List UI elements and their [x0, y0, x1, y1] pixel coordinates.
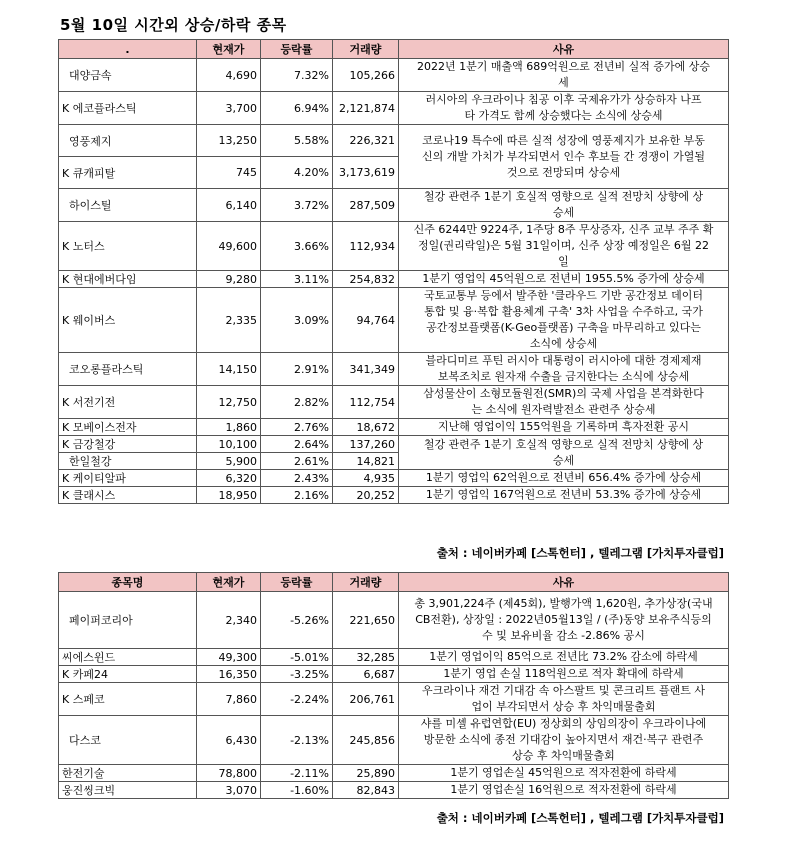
stock-name: K 클래시스 [59, 487, 197, 504]
change-rate-cell: -2.24% [261, 683, 333, 716]
change-rate-cell: -3.25% [261, 666, 333, 683]
table-row [59, 59, 729, 92]
stock-name: 한일철강 [59, 453, 197, 470]
table-row [59, 436, 729, 453]
reason-cell: 총 3,901,224주 (제45회), 발행가액 1,620원, 추가상장(국내 CB전환), 상장일 : 2022년05월13일 / (주)동양 보유주식등의 수 및 보유비율 감소 -2.86% 공시 [399, 592, 729, 649]
price-cell: 6,320 [197, 470, 261, 487]
reason-cell: 철강 관련주 1분기 호실적 영향으로 실적 전망치 상향에 상 승세 [399, 436, 729, 470]
volume-cell: 6,687 [333, 666, 399, 683]
page-title: 5월 10일 시간외 상승/하락 종목 [60, 16, 287, 34]
volume-cell: 105,266 [333, 59, 399, 92]
price-cell: 12,750 [197, 386, 261, 419]
volume-cell: 206,761 [333, 683, 399, 716]
volume-cell: 18,672 [333, 419, 399, 436]
stock-name: 페이퍼코리아 [59, 592, 197, 649]
volume-cell: 14,821 [333, 453, 399, 470]
reason-cell: 삼성물산이 소형모듈원전(SMR)의 국제 사업을 본격화한다 는 소식에 원자력발전소 관련주 상승세 [399, 386, 729, 419]
reason-cell: 2022년 1분기 매출액 689억원으로 전년비 실적 증가에 상승 세 [399, 59, 729, 92]
reason-cell: 코로나19 특수에 따른 실적 성장에 영풍제지가 보유한 부동 신의 개발 가치가 부각되면서 인수 후보들 간 경쟁이 가열될 것으로 전망되며 상승세 [399, 125, 729, 189]
reason-cell: 1분기 영업익 45억원으로 전년비 1955.5% 증가에 상승세 [399, 271, 729, 288]
table-row [59, 470, 729, 487]
volume-cell: 221,650 [333, 592, 399, 649]
change-rate-cell: 2.76% [261, 419, 333, 436]
source-note: 출처 : 네이버카페 [스톡헌터] , 텔레그램 [가치투자클럽] [436, 546, 724, 560]
reason-cell: 1분기 영업 손실 118억원으로 적자 확대에 하락세 [399, 666, 729, 683]
stock-name: 씨에스윈드 [59, 649, 197, 666]
price-cell: 2,340 [197, 592, 261, 649]
price-cell: 6,430 [197, 716, 261, 765]
change-rate-cell: 5.58% [261, 125, 333, 157]
price-cell: 4,690 [197, 59, 261, 92]
reason-cell: 지난해 영업이익 155억원을 기록하며 흑자전환 공시 [399, 419, 729, 436]
table-row [59, 222, 729, 271]
stock-name: 대양금속 [59, 59, 197, 92]
source-note: 출처 : 네이버카페 [스톡헌터] , 텔레그램 [가치투자클럽] [436, 811, 724, 825]
col-price-header: 현재가 [197, 573, 261, 592]
change-rate-cell: 4.20% [261, 157, 333, 189]
price-cell: 13,250 [197, 125, 261, 157]
change-rate-cell: 2.91% [261, 353, 333, 386]
price-cell: 49,300 [197, 649, 261, 666]
volume-cell: 3,173,619 [333, 157, 399, 189]
reason-cell: 우크라이나 재건 기대감 속 아스팔트 및 콘크리트 플랜트 사 업이 부각되면서 상승 후 차익매물출회 [399, 683, 729, 716]
change-rate-cell: 2.82% [261, 386, 333, 419]
change-rate-cell: -5.01% [261, 649, 333, 666]
volume-cell: 137,260 [333, 436, 399, 453]
col-rate-header: 등락률 [261, 40, 333, 59]
table-row [59, 271, 729, 288]
change-rate-cell: 2.61% [261, 453, 333, 470]
table-row [59, 666, 729, 683]
table-row [59, 125, 729, 157]
price-cell: 49,600 [197, 222, 261, 271]
price-cell: 9,280 [197, 271, 261, 288]
table-row [59, 782, 729, 799]
stock-name: 하이스틸 [59, 189, 197, 222]
change-rate-cell: 3.11% [261, 271, 333, 288]
reason-cell: 1분기 영업익 62억원으로 전년비 656.4% 증가에 상승세 [399, 470, 729, 487]
reason-cell: 샤를 미셸 유럽연합(EU) 정상회의 상임의장이 우크라이나에 방문한 소식에 종전 기대감이 높아지면서 재건·복구 관련주 상승 후 차익매물출회 [399, 716, 729, 765]
table-row [59, 288, 729, 353]
col-price-header: 현재가 [197, 40, 261, 59]
stock-name: K 금강철강 [59, 436, 197, 453]
col-reason-header: 사유 [399, 40, 729, 59]
change-rate-cell: 7.32% [261, 59, 333, 92]
volume-cell: 341,349 [333, 353, 399, 386]
change-rate-cell: -2.13% [261, 716, 333, 765]
volume-cell: 2,121,874 [333, 92, 399, 125]
header-row [59, 40, 729, 59]
stock-name: K 케이티알파 [59, 470, 197, 487]
table-row [59, 189, 729, 222]
change-rate-cell: -1.60% [261, 782, 333, 799]
header-row [59, 573, 729, 592]
price-cell: 18,950 [197, 487, 261, 504]
stock-name: K 노터스 [59, 222, 197, 271]
table-row [59, 683, 729, 716]
volume-cell: 82,843 [333, 782, 399, 799]
reason-cell: 신주 6244만 9224주, 1주당 8주 무상증자, 신주 교부 주주 확 정일(권리락일)은 5월 31일이며, 신주 상장 예정일은 6월 22 일 [399, 222, 729, 271]
volume-cell: 32,285 [333, 649, 399, 666]
price-cell: 10,100 [197, 436, 261, 453]
reason-cell: 국토교통부 등에서 발주한 '클라우드 기반 공간정보 데이터 통합 및 융·복합 활용체계 구축' 3차 사업을 수주하고, 국가 공간정보플랫폼(K-Geo플랫폼) 구축을 마무리하고 있다는 소식에 상승세 [399, 288, 729, 353]
table-row [59, 487, 729, 504]
volume-cell: 245,856 [333, 716, 399, 765]
col-volume-header: 거래량 [333, 40, 399, 59]
price-cell: 6,140 [197, 189, 261, 222]
table-row [59, 353, 729, 386]
change-rate-cell: 3.66% [261, 222, 333, 271]
volume-cell: 254,832 [333, 271, 399, 288]
table-row [59, 92, 729, 125]
stock-name: K 현대에버다임 [59, 271, 197, 288]
stock-name: 웅진씽크빅 [59, 782, 197, 799]
price-cell: 3,070 [197, 782, 261, 799]
volume-cell: 4,935 [333, 470, 399, 487]
reason-cell: 1분기 영업이익 85억으로 전년比 73.2% 감소에 하락세 [399, 649, 729, 666]
price-cell: 7,860 [197, 683, 261, 716]
col-name-header: 종목명 [59, 573, 197, 592]
change-rate-cell: 2.64% [261, 436, 333, 453]
price-cell: 78,800 [197, 765, 261, 782]
volume-cell: 226,321 [333, 125, 399, 157]
change-rate-cell: -2.11% [261, 765, 333, 782]
price-cell: 3,700 [197, 92, 261, 125]
volume-cell: 94,764 [333, 288, 399, 353]
stock-name: 다스코 [59, 716, 197, 765]
stock-name: 영풍제지 [59, 125, 197, 157]
fall-table [58, 572, 729, 799]
price-cell: 2,335 [197, 288, 261, 353]
stock-name: 코오롱플라스틱 [59, 353, 197, 386]
table-row [59, 419, 729, 436]
reason-cell: 러시아의 우크라이나 침공 이후 국제유가가 상승하자 나프 타 가격도 함께 상승했다는 소식에 상승세 [399, 92, 729, 125]
stock-name: K 큐캐피탈 [59, 157, 197, 189]
change-rate-cell: 3.72% [261, 189, 333, 222]
volume-cell: 20,252 [333, 487, 399, 504]
price-cell: 16,350 [197, 666, 261, 683]
price-cell: 1,860 [197, 419, 261, 436]
price-cell: 745 [197, 157, 261, 189]
volume-cell: 287,509 [333, 189, 399, 222]
table-row [59, 592, 729, 649]
change-rate-cell: -5.26% [261, 592, 333, 649]
col-name-header: . [59, 40, 197, 59]
volume-cell: 112,754 [333, 386, 399, 419]
stock-name: K 에코플라스틱 [59, 92, 197, 125]
reason-cell: 1분기 영업손실 16억원으로 적자전환에 하락세 [399, 782, 729, 799]
stock-name: 한전기술 [59, 765, 197, 782]
volume-cell: 25,890 [333, 765, 399, 782]
col-reason-header: 사유 [399, 573, 729, 592]
table-row [59, 716, 729, 765]
col-volume-header: 거래량 [333, 573, 399, 592]
stock-name: K 카페24 [59, 666, 197, 683]
stock-name: K 웨이버스 [59, 288, 197, 353]
stock-name: K 모베이스전자 [59, 419, 197, 436]
reason-cell: 1분기 영업손실 45억원으로 적자전환에 하락세 [399, 765, 729, 782]
change-rate-cell: 3.09% [261, 288, 333, 353]
change-rate-cell: 2.16% [261, 487, 333, 504]
price-cell: 14,150 [197, 353, 261, 386]
price-cell: 5,900 [197, 453, 261, 470]
change-rate-cell: 2.43% [261, 470, 333, 487]
reason-cell: 1분기 영업익 167억원으로 전년비 53.3% 증가에 상승세 [399, 487, 729, 504]
reason-cell: 블라디미르 푸틴 러시아 대통령이 러시아에 대한 경제제재 보복조치로 원자재 수출을 금지한다는 소식에 상승세 [399, 353, 729, 386]
table-row [59, 649, 729, 666]
reason-cell: 철강 관련주 1분기 호실적 영향으로 실적 전망치 상향에 상 승세 [399, 189, 729, 222]
rise-table [58, 39, 729, 504]
table-row [59, 386, 729, 419]
table-row [59, 765, 729, 782]
stock-name: K 스페코 [59, 683, 197, 716]
change-rate-cell: 6.94% [261, 92, 333, 125]
col-rate-header: 등락률 [261, 573, 333, 592]
volume-cell: 112,934 [333, 222, 399, 271]
stock-name: K 서전기전 [59, 386, 197, 419]
